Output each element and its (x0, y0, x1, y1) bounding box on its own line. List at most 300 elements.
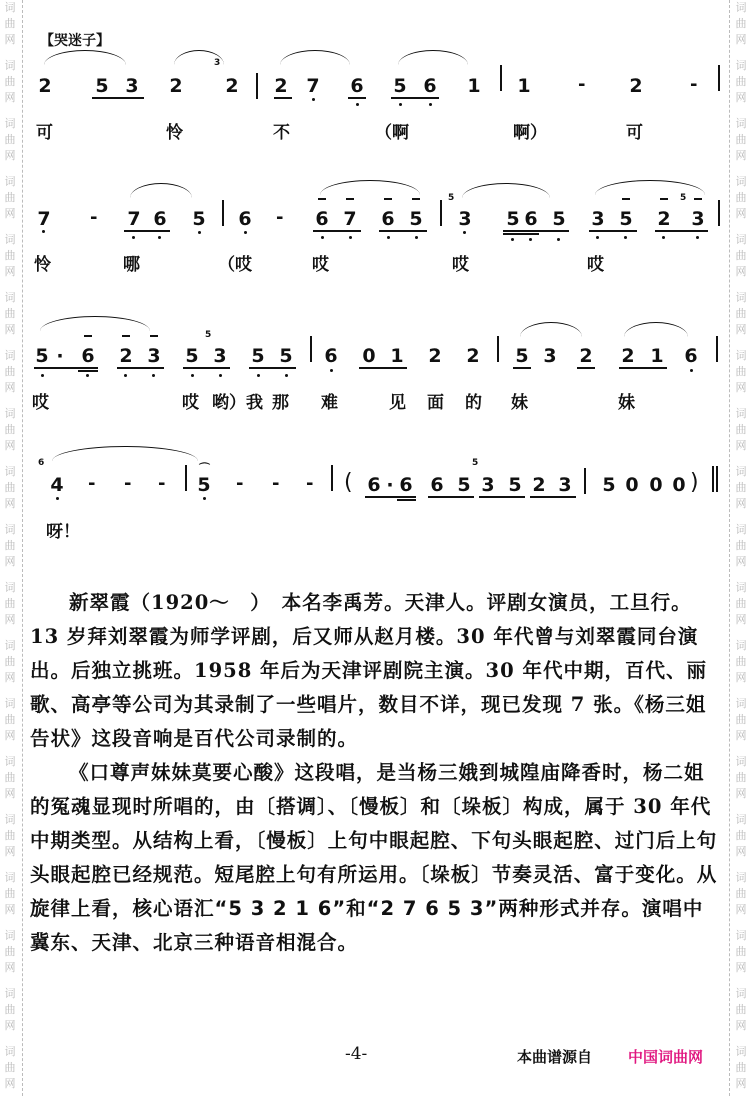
watermark-char: 曲 (735, 1003, 747, 1016)
note: 5 (602, 474, 616, 496)
note: 6 (324, 345, 338, 367)
grace-note: 3 (214, 58, 221, 68)
note: 7 (127, 208, 141, 230)
octave-dot (41, 374, 44, 377)
notation-mark: - (276, 207, 284, 228)
barline (256, 73, 258, 99)
watermark-char: 曲 (735, 423, 747, 436)
note: 3 (213, 345, 227, 367)
watermark-char: 曲 (735, 887, 747, 900)
note: 6 (315, 208, 329, 230)
note: 3 (481, 474, 495, 496)
accent-mark (694, 198, 702, 200)
motif-1: “5 3 2 1 6” (214, 897, 347, 920)
watermark-char: 曲 (735, 539, 747, 552)
beam-underline (249, 367, 296, 369)
slur-arc (320, 180, 420, 195)
watermark-char: 曲 (4, 249, 16, 262)
lyric: 见 (389, 393, 406, 413)
watermark-char: 词 (735, 1045, 747, 1058)
grace-note: 6 (38, 458, 45, 468)
note: 2 (169, 75, 183, 97)
page-number: -4- (345, 1044, 368, 1064)
note: 5 (393, 75, 407, 97)
watermark-char: 曲 (4, 713, 16, 726)
notation-mark: ) (690, 470, 699, 495)
beam-underline (92, 97, 144, 99)
note: 2 (274, 75, 288, 97)
note: 5 (409, 208, 423, 230)
beam-underline (359, 367, 407, 369)
watermark-char: 网 (735, 381, 747, 394)
octave-dot (429, 103, 432, 106)
octave-dot (203, 497, 206, 500)
note: 5 (552, 208, 566, 230)
barline (331, 465, 333, 491)
watermark-char: 网 (735, 787, 747, 800)
watermark-char: 词 (735, 117, 747, 130)
watermark-char: 曲 (735, 1061, 747, 1074)
notation-mark: - (690, 74, 698, 95)
watermark-char: 网 (4, 845, 16, 858)
note: 2 (532, 474, 546, 496)
accent-mark (346, 198, 354, 200)
watermark-char: 曲 (4, 945, 16, 958)
beam-underline (365, 496, 416, 498)
note: 7 (306, 75, 320, 97)
watermark-char: 网 (4, 671, 16, 684)
notation-mark: - (578, 74, 586, 95)
note: 5 (457, 474, 471, 496)
lyric: 难 (321, 393, 338, 413)
slur-arc (624, 322, 688, 337)
note: 2 (579, 345, 593, 367)
watermark-char: 网 (735, 555, 747, 568)
octave-dot (387, 236, 390, 239)
note: 2 (428, 345, 442, 367)
octave-dot (244, 231, 247, 234)
grace-note: 5 (680, 193, 687, 203)
beam-underline (503, 233, 539, 235)
notation-mark: - (88, 473, 96, 494)
watermark-char: 曲 (735, 771, 747, 784)
lyric: 妹 (618, 393, 635, 413)
notation-mark: - (306, 473, 314, 494)
watermark-char: 网 (735, 91, 747, 104)
watermark-char: 网 (4, 1019, 16, 1032)
lyric: 怜 (166, 123, 183, 143)
beam-underline (479, 496, 525, 498)
note: 3 (543, 345, 557, 367)
accent-mark (318, 198, 326, 200)
watermark-char: 网 (735, 845, 747, 858)
note: 2 (466, 345, 480, 367)
slur-arc (398, 50, 468, 65)
note: 6 (684, 345, 698, 367)
watermark-char: 网 (4, 729, 16, 742)
octave-dot (132, 236, 135, 239)
notation-mark: - (90, 207, 98, 228)
slur-arc (462, 183, 550, 198)
watermark-char: 词 (4, 1045, 16, 1058)
octave-dot (257, 374, 260, 377)
accent-mark (622, 198, 630, 200)
watermark-char: 词 (4, 59, 16, 72)
accent-mark (150, 335, 158, 337)
watermark-char: 词 (4, 233, 16, 246)
watermark-char: 网 (4, 1077, 16, 1090)
note: 0 (672, 474, 686, 496)
watermark-char: 词 (735, 59, 747, 72)
barline (584, 468, 586, 494)
accent-mark (384, 198, 392, 200)
lyric: 哎 (312, 255, 329, 275)
note: 3 (147, 345, 161, 367)
watermark-char: 词 (735, 233, 747, 246)
note: 5 (95, 75, 109, 97)
barline (500, 65, 502, 91)
beam-underline (513, 367, 531, 369)
beam-underline (124, 230, 170, 232)
watermark-char: 曲 (4, 191, 16, 204)
lyric: （啊 (375, 123, 409, 143)
octave-dot (690, 369, 693, 372)
watermark-char: 网 (4, 91, 16, 104)
note: 0 (649, 474, 663, 496)
lyric: 哎 (32, 393, 49, 413)
note: 2 (225, 75, 239, 97)
notation-mark: - (158, 473, 166, 494)
octave-dot (415, 236, 418, 239)
performer-years: （1920～ ） (130, 591, 262, 614)
watermark-char: 曲 (735, 17, 747, 30)
watermark-char: 网 (735, 1019, 747, 1032)
note: 3 (558, 474, 572, 496)
beam-underline (78, 370, 98, 372)
accent-mark (84, 335, 92, 337)
octave-dot (285, 374, 288, 377)
watermark-char: 词 (735, 755, 747, 768)
watermark-char: 词 (4, 1, 16, 14)
note: 4 (50, 474, 64, 496)
note: 3 (591, 208, 605, 230)
notation-mark: - (272, 473, 280, 494)
watermark-char: 网 (4, 787, 16, 800)
watermark-char: 词 (4, 755, 16, 768)
watermark-char: 曲 (4, 887, 16, 900)
note: 6 (524, 208, 538, 230)
lyric: （哎 (218, 255, 252, 275)
note: 6 (423, 75, 437, 97)
note: 6 (153, 208, 167, 230)
barline (440, 200, 442, 226)
watermark-char: 曲 (4, 133, 16, 146)
watermark-char: 词 (735, 175, 747, 188)
watermark-char: 词 (4, 117, 16, 130)
note: 5 (197, 474, 211, 496)
note: 5 (506, 208, 520, 230)
note: 0 (362, 345, 376, 367)
watermark-char: 曲 (735, 655, 747, 668)
watermark-char: 曲 (735, 481, 747, 494)
barline (718, 65, 720, 91)
watermark-char: 网 (735, 613, 747, 626)
octave-dot (42, 230, 45, 233)
octave-dot (191, 374, 194, 377)
watermark-char: 网 (735, 961, 747, 974)
barline (497, 336, 499, 362)
note: 6 (430, 474, 444, 496)
lyric: 啊） (513, 123, 547, 143)
beam-underline (34, 367, 98, 369)
octave-dot (356, 103, 359, 106)
watermark-char: 网 (735, 1077, 747, 1090)
watermark-char: 词 (735, 291, 747, 304)
beam-underline (274, 97, 292, 99)
analysis-paragraph: 《口尊声妹妹莫要心酸》这段唱，是当杨三娥到城隍庙降香时，杨二姐的冤魂显现时所唱的，由〔搭调〕、〔慢板〕和〔垛板〕构成，属于 30 年代中期类型。从结构上看，〔慢板〕上句中眼起腔、下句头眼起腔、过门后上句头眼起腔已经规范。短尾腔上句有所运用。〔垛板〕节奏灵活、富于变化。从旋律上看，核心语汇“5 3 2 1 6”和“2 7 6 5 3”两种形式并存。演唱中冀东、天津、北京三种语音相混合。 (30, 761, 718, 954)
watermark-char: 词 (735, 813, 747, 826)
watermark-char: 曲 (4, 481, 16, 494)
note: 6 (367, 474, 381, 496)
lyric: 哎 (587, 255, 604, 275)
beam-underline (589, 230, 637, 232)
note: 1 (390, 345, 404, 367)
watermark-char: 网 (4, 381, 16, 394)
beam-underline (428, 496, 474, 498)
watermark-char: 词 (4, 871, 16, 884)
watermark-char: 曲 (4, 655, 16, 668)
grace-note: 5 (448, 193, 455, 203)
note: 5 (251, 345, 265, 367)
motif-2: “2 7 6 5 3” (366, 897, 499, 920)
watermark-char: 词 (4, 639, 16, 652)
watermark-char: 曲 (735, 249, 747, 262)
octave-dot (511, 238, 514, 241)
note: 0 (625, 474, 639, 496)
barline (222, 200, 224, 226)
slur-arc (280, 50, 350, 65)
note: 2 (38, 75, 52, 97)
watermark-char: 词 (735, 581, 747, 594)
notation-mark: ( (344, 470, 353, 495)
lyric: 怜 (34, 255, 51, 275)
note: 3 (125, 75, 139, 97)
beam-underline (379, 230, 427, 232)
lyric: 可 (626, 123, 643, 143)
octave-dot (557, 238, 560, 241)
barline (712, 466, 714, 492)
slur-arc (52, 446, 198, 461)
right-margin (729, 0, 750, 1096)
accent-mark (412, 198, 420, 200)
watermark-char: 曲 (735, 365, 747, 378)
watermark-char: 曲 (4, 771, 16, 784)
note: 6 (399, 474, 413, 496)
watermark-char: 词 (4, 407, 16, 420)
watermark-char: 词 (735, 465, 747, 478)
watermark-char: 网 (735, 497, 747, 510)
octave-dot (696, 236, 699, 239)
octave-dot (152, 374, 155, 377)
note: 1 (650, 345, 664, 367)
grace-note: 5 (472, 458, 479, 468)
lyric: 不 (273, 123, 290, 143)
watermark-char: 曲 (4, 75, 16, 88)
barline (185, 465, 187, 491)
note: 5 (279, 345, 293, 367)
watermark-char: 网 (735, 903, 747, 916)
watermark-char: 网 (4, 439, 16, 452)
note: 2 (657, 208, 671, 230)
watermark-char: 网 (735, 207, 747, 220)
biography-paragraph: 新翠霞（1920～ ） 本名李禹芳。天津人。评剧女演员，工旦行。13 岁拜刘翠霞为师学评剧，后又师从赵月楼。30 年代曾与刘翠霞同台演出。后独立挑班。1958 年后为天津评剧院主演。30 年代中期，百代、丽歌、高亭等公司为其录制了一些唱片，数目不详，现已发现 7 张。《杨三姐告状》这段音响是百代公司录制的。 (30, 591, 707, 750)
watermark-char: 网 (4, 207, 16, 220)
watermark-char: 词 (4, 697, 16, 710)
watermark-char: 词 (735, 639, 747, 652)
note: 7 (37, 208, 51, 230)
watermark-char: 网 (4, 903, 16, 916)
watermark-char: 网 (4, 497, 16, 510)
watermark-char: 词 (735, 407, 747, 420)
watermark-char: 网 (735, 323, 747, 336)
watermark-char: 网 (4, 323, 16, 336)
octave-dot (158, 236, 161, 239)
note: 5 (35, 345, 49, 367)
watermark-char: 曲 (4, 17, 16, 30)
octave-dot (321, 236, 324, 239)
lyric: 哎 (182, 393, 199, 413)
watermark-char: 曲 (4, 1003, 16, 1016)
lyric: 可 (36, 123, 53, 143)
watermark-char: 网 (4, 555, 16, 568)
note: 3 (691, 208, 705, 230)
barline (718, 200, 720, 226)
octave-dot (529, 238, 532, 241)
octave-dot (624, 236, 627, 239)
watermark-char: 词 (4, 175, 16, 188)
lyric: 哪 (123, 255, 140, 275)
barline (716, 466, 718, 492)
octave-dot (463, 231, 466, 234)
watermark-char: 词 (4, 465, 16, 478)
watermark-char: 曲 (4, 829, 16, 842)
barline (310, 336, 312, 362)
slur-arc (44, 50, 126, 65)
octave-dot (86, 374, 89, 377)
source-label: 本曲谱源自 (517, 1048, 593, 1066)
lyric: 面 (427, 393, 444, 413)
watermark-char: 曲 (735, 829, 747, 842)
watermark-char: 网 (4, 961, 16, 974)
note: 5 (508, 474, 522, 496)
watermark-char: 网 (735, 671, 747, 684)
watermark-char: 网 (735, 729, 747, 742)
watermark-char: 词 (735, 697, 747, 710)
octave-dot (124, 374, 127, 377)
note: 5 (619, 208, 633, 230)
octave-dot (330, 369, 333, 372)
note: 2 (629, 75, 643, 97)
beam-underline (397, 499, 416, 501)
watermark-char: 网 (4, 33, 16, 46)
source-site-link[interactable]: 中国词曲网 (628, 1048, 704, 1066)
note: 5 (192, 208, 206, 230)
grace-note: 5 (205, 330, 212, 340)
watermark-char: 网 (4, 613, 16, 626)
left-margin (0, 0, 23, 1096)
watermark-char: 曲 (4, 539, 16, 552)
watermark-char: 网 (735, 33, 747, 46)
note: 2 (621, 345, 635, 367)
octave-dot (56, 497, 59, 500)
octave-dot (219, 374, 222, 377)
note: 3 (458, 208, 472, 230)
watermark-char: 词 (735, 929, 747, 942)
watermark-char: 词 (4, 291, 16, 304)
watermark-char: 曲 (4, 597, 16, 610)
watermark-char: 词 (4, 523, 16, 536)
note: 2 (119, 345, 133, 367)
watermark-char: 网 (4, 265, 16, 278)
beam-underline (183, 367, 230, 369)
slur-arc (130, 183, 192, 198)
watermark-char: 曲 (735, 597, 747, 610)
watermark-char: 曲 (735, 191, 747, 204)
beam-underline (619, 367, 667, 369)
watermark-char: 词 (735, 349, 747, 362)
note: 6 (238, 208, 252, 230)
beam-underline (348, 97, 366, 99)
accent-mark (660, 198, 668, 200)
lyric: 妹 (511, 393, 528, 413)
beam-underline (655, 230, 708, 232)
slur-arc (520, 322, 582, 337)
watermark-char: 曲 (4, 423, 16, 436)
watermark-char: 曲 (4, 1061, 16, 1074)
octave-dot (596, 236, 599, 239)
octave-dot (312, 98, 315, 101)
note: 7 (343, 208, 357, 230)
performer-name: 新翠霞 (69, 591, 131, 614)
watermark-char: 词 (4, 987, 16, 1000)
note: 5 (515, 345, 529, 367)
article-body (30, 586, 720, 960)
lyric: 那 (272, 393, 289, 413)
watermark-char: 曲 (4, 365, 16, 378)
watermark-char: 词 (735, 871, 747, 884)
watermark-char: 词 (735, 523, 747, 536)
fermata-icon: ⌒ (199, 462, 210, 475)
octave-dot (662, 236, 665, 239)
watermark-char: 网 (735, 439, 747, 452)
note: 5 (185, 345, 199, 367)
notation-mark: - (124, 473, 132, 494)
beam-underline (577, 367, 595, 369)
note: 1 (467, 75, 481, 97)
slur-arc (595, 180, 705, 195)
lyric: 的 (465, 393, 482, 413)
watermark-char: 词 (735, 1, 747, 14)
watermark-char: 曲 (735, 945, 747, 958)
watermark-char: 词 (4, 813, 16, 826)
accent-mark (122, 335, 130, 337)
watermark-char: 曲 (4, 307, 16, 320)
section-tag: 【哭迷子】 (40, 33, 110, 49)
watermark-char: 网 (735, 149, 747, 162)
note: 1 (517, 75, 531, 97)
slur-arc (40, 316, 150, 331)
beam-underline (503, 230, 569, 232)
